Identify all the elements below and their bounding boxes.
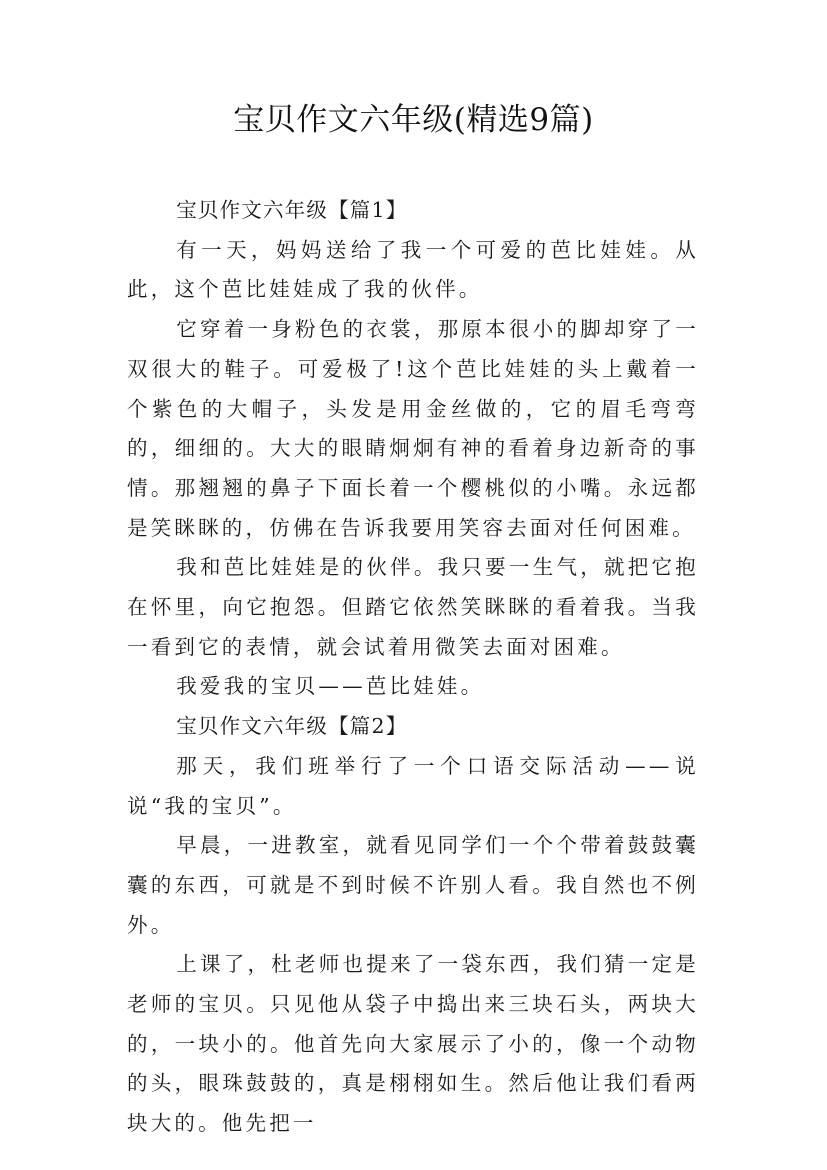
- document-title: 宝贝作文六年级(精选9篇): [233, 102, 594, 138]
- paragraph: 早晨，一进教室，就看见同学们一个个带着鼓鼓囊囊的东西，可就是不到时候不许别人看。我自然也不例外。: [127, 833, 699, 937]
- paragraph: 我爱我的宝贝——芭比娃娃。: [176, 674, 485, 699]
- paragraph: 上课了，杜老师也提来了一袋东西，我们猜一定是老师的宝贝。只见他从袋子中捣出来三块石头，两块大的，一块小的。他首先向大家展示了小的，像一个动物的头，眼珠鼓鼓的，真是栩栩如生。然后他让我们看两块大的。他先把一: [127, 952, 699, 1136]
- paragraph: 有一天，妈妈送给了我一个可爱的芭比娃娃。从此，这个芭比娃娃成了我的伙伴。: [127, 237, 699, 302]
- section-heading: 宝贝作文六年级【篇2】: [176, 714, 408, 739]
- paragraph: 我和芭比娃娃是的伙伴。我只要一生气，就把它抱在怀里，向它抱怨。但踏它依然笑眯眯的看着我。当我一看到它的表情，就会试着用微笑去面对困难。: [127, 555, 699, 659]
- paragraph: 那天，我们班举行了一个口语交际活动——说说“我的宝贝”。: [127, 753, 699, 818]
- section-heading: 宝贝作文六年级【篇1】: [176, 198, 408, 222]
- paragraph: 它穿着一身粉色的衣裳，那原本很小的脚却穿了一双很大的鞋子。可爱极了!这个芭比娃娃的头上戴着一个紫色的大帽子，头发是用金丝做的，它的眉毛弯弯的，细细的。大大的眼睛炯炯有神的看着身边新奇的事情。那翘翘的鼻子下面长着一个樱桃似的小嘴。永远都是笑眯眯的，仿佛在告诉我要用笑容去面对任何困难。: [127, 317, 699, 540]
- document-body: [127, 191, 699, 1144]
